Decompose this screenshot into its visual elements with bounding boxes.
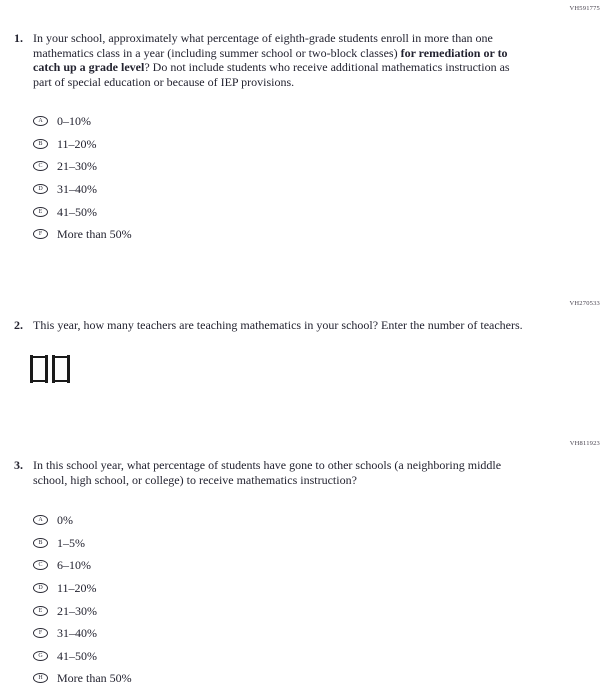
bubble-letter: D (38, 186, 43, 193)
item-code-3: VH811923 (569, 440, 600, 447)
bubble-letter: E (38, 607, 43, 614)
answer-label: More than 50% (57, 671, 132, 686)
answer-option (33, 200, 132, 223)
answer-label: 31–40% (57, 626, 97, 641)
answer-bubble[interactable] (33, 515, 48, 525)
answer-bubble[interactable] (33, 628, 48, 638)
answer-label: 31–40% (57, 182, 97, 197)
bubble-letter: G (38, 652, 43, 659)
answer-label: 21–30% (57, 159, 97, 174)
answer-label: 0% (57, 513, 73, 528)
teacher-count-box-tens[interactable] (30, 356, 48, 382)
answer-bubble[interactable] (33, 184, 48, 194)
answer-bubble[interactable] (33, 651, 48, 661)
question-1-options (33, 110, 132, 246)
answer-option (33, 645, 132, 668)
answer-bubble[interactable] (33, 207, 48, 217)
answer-option (33, 667, 132, 690)
bubble-letter: B (38, 539, 43, 546)
answer-option (33, 577, 132, 600)
answer-label: 21–30% (57, 603, 97, 618)
answer-option (33, 599, 132, 622)
item-code-1: VH591775 (569, 5, 600, 12)
answer-label: More than 50% (57, 227, 132, 242)
answer-bubble[interactable] (33, 606, 48, 616)
question-2 (14, 318, 524, 333)
answer-label: 41–50% (57, 204, 97, 219)
answer-option (33, 223, 132, 246)
question-1-text (33, 31, 524, 89)
answer-label: 6–10% (57, 558, 91, 573)
answer-bubble[interactable] (33, 116, 48, 126)
answer-bubble[interactable] (33, 673, 48, 683)
answer-bubble[interactable] (33, 583, 48, 593)
answer-option (33, 554, 132, 577)
bubble-letter: A (38, 517, 43, 524)
question-2-number: 2. (14, 318, 23, 332)
answer-label: 11–20% (57, 581, 97, 596)
question-2-text: This year, how many teachers are teaching mathematics in your school? Enter the number of teachers. (33, 318, 523, 332)
answer-label: 0–10% (57, 114, 91, 129)
bubble-letter: F (38, 231, 43, 238)
answer-option (33, 110, 132, 133)
answer-option (33, 178, 132, 201)
question-1-text-after: ? Do not include students who receive additional mathematics instruction as part of special education or because of IEP provisions. (33, 60, 510, 89)
item-code-2: VH270533 (569, 300, 600, 307)
answer-label: 1–5% (57, 535, 85, 550)
bubble-letter: F (38, 630, 43, 637)
answer-option (33, 532, 132, 555)
answer-option (33, 622, 132, 645)
question-3 (14, 458, 524, 487)
answer-option (33, 133, 132, 156)
teacher-count-box-ones[interactable] (52, 356, 70, 382)
question-3-options (33, 509, 132, 690)
question-1-text-bold: for remediation or to catch up a grade level (33, 45, 508, 75)
bubble-letter: D (38, 585, 43, 592)
question-3-text: In this school year, what percentage of students have gone to other schools (a neighboring middle school, high school, or college) to receive mathematics instruction? (33, 458, 502, 487)
bubble-letter: A (38, 118, 43, 125)
answer-option (33, 155, 132, 178)
question-1-number: 1. (14, 31, 23, 45)
answer-option (33, 509, 132, 532)
question-1 (14, 31, 524, 89)
answer-bubble[interactable] (33, 139, 48, 149)
answer-label: 41–50% (57, 648, 97, 663)
teacher-count-entry (30, 356, 70, 382)
bubble-letter: H (38, 675, 43, 682)
question-1-text-before: In your school, approximately what percentage of eighth-grade students enroll in more than one mathematics class in a year (including summer school or two-block classes) (33, 31, 493, 60)
bubble-letter: B (38, 140, 43, 147)
bubble-letter: C (38, 562, 43, 569)
answer-label: 11–20% (57, 136, 97, 151)
answer-bubble[interactable] (33, 560, 48, 570)
answer-bubble[interactable] (33, 161, 48, 171)
answer-bubble[interactable] (33, 538, 48, 548)
bubble-letter: C (38, 163, 43, 170)
bubble-letter: E (38, 208, 43, 215)
question-3-number: 3. (14, 458, 23, 472)
answer-bubble[interactable] (33, 229, 48, 239)
